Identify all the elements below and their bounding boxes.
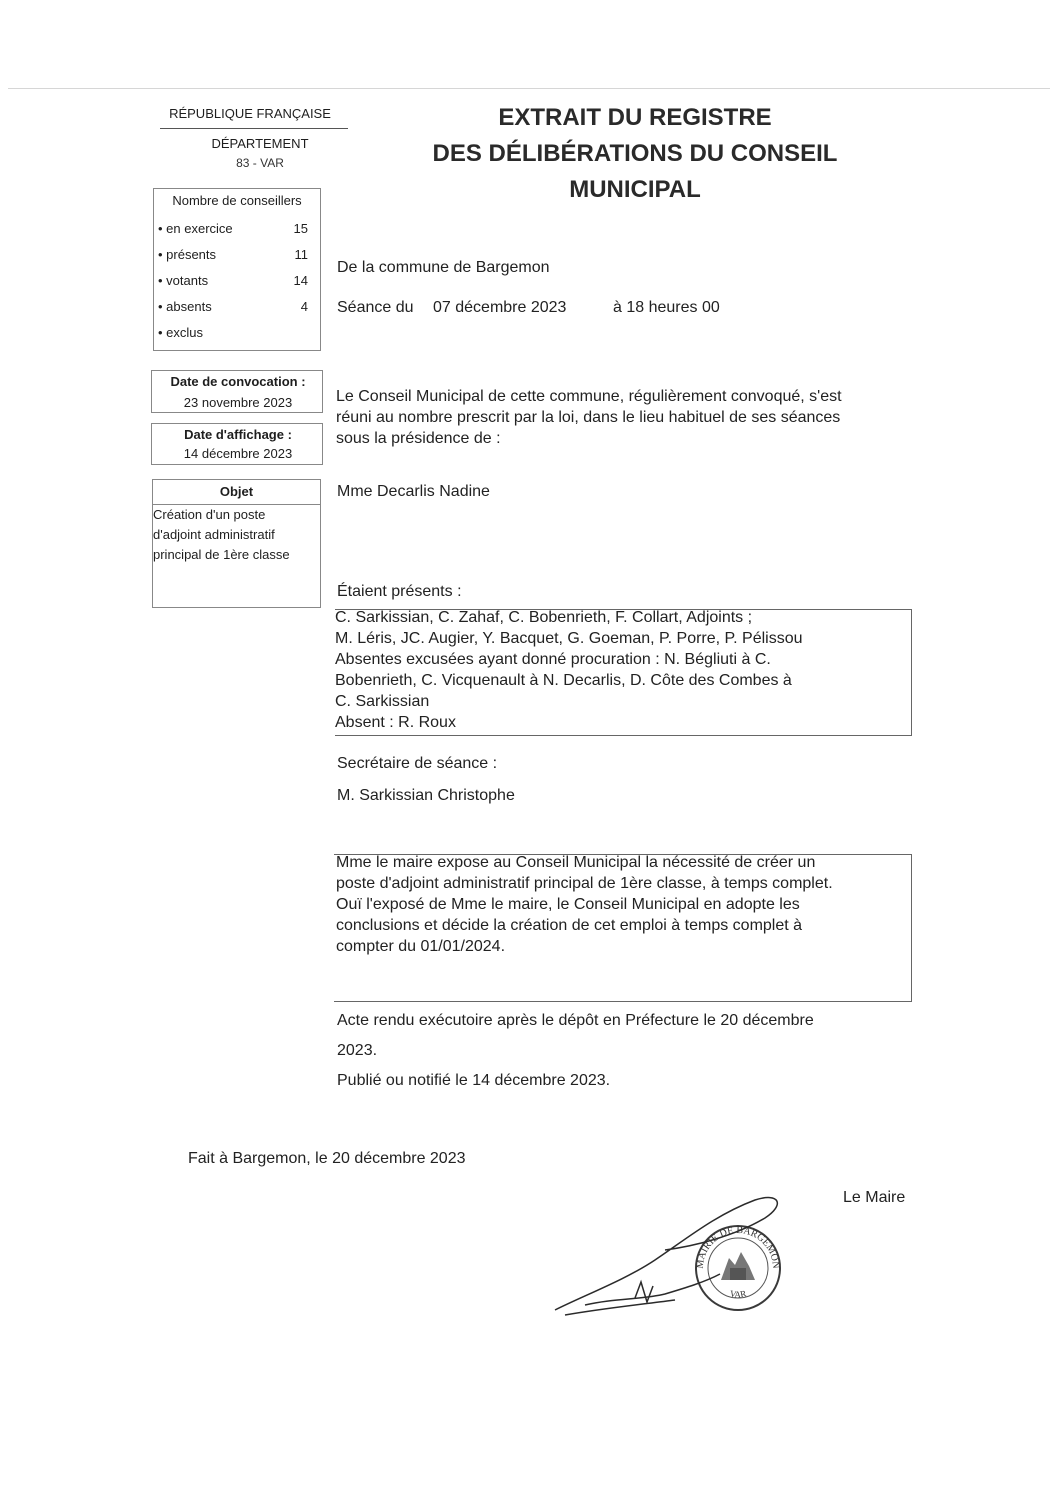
row-label: • en exercice xyxy=(158,221,233,236)
presents-line: C. Sarkissian xyxy=(335,693,430,710)
signataire-label: Le Maire xyxy=(843,1189,906,1206)
row-value: 11 xyxy=(294,247,308,262)
row-label: • votants xyxy=(158,273,209,288)
presents-line: Absentes excusées ayant donné procuration : N. Bégliuti à C. xyxy=(335,651,771,668)
republique-underline xyxy=(160,128,348,129)
objet-line: d'adjoint administratif xyxy=(153,527,275,542)
title-line: MUNICIPAL xyxy=(569,176,701,203)
expose-line: compter du 01/01/2024. xyxy=(336,938,506,955)
title-line: DES DÉLIBÉRATIONS DU CONSEIL xyxy=(432,140,838,167)
seal-top-text: MAIRIE DE BARGEMON xyxy=(694,1224,782,1270)
presents-list xyxy=(335,607,905,733)
expose-line: Mme le maire expose au Conseil Municipal la nécessité de créer un xyxy=(336,854,816,871)
official-seal-icon xyxy=(695,1225,781,1310)
executoire-line: Acte rendu exécutoire après le dépôt en Préfecture le 20 décembre xyxy=(337,1012,814,1029)
presents-line: M. Léris, JC. Augier, Y. Bacquet, G. Goeman, P. Porre, P. Pélissou xyxy=(335,630,803,647)
signature-and-seal xyxy=(545,1170,785,1330)
expose-line: Ouï l'exposé de Mme le maire, le Conseil Municipal en adopte les xyxy=(336,896,800,913)
publie-line: Publié ou notifié le 14 décembre 2023. xyxy=(337,1072,611,1089)
seance-time: à 18 heures 00 xyxy=(613,299,720,316)
executoire-year: 2023. xyxy=(337,1042,378,1059)
row-label: • absents xyxy=(158,299,212,314)
objet-line: Création d'un poste xyxy=(153,507,266,522)
convocation-date: 23 novembre 2023 xyxy=(183,395,293,410)
departement-label: DÉPARTEMENT xyxy=(211,136,309,151)
fait-line: Fait à Bargemon, le 20 décembre 2023 xyxy=(188,1150,466,1167)
objet-line: principal de 1ère classe xyxy=(153,547,290,562)
secretaire-name: M. Sarkissian Christophe xyxy=(337,787,515,804)
seance-date: 07 décembre 2023 xyxy=(433,299,567,316)
seance-label: Séance du xyxy=(337,299,414,316)
convocation-label: Date de convocation : xyxy=(170,374,306,389)
intro-line: réuni au nombre prescrit par la loi, dans le lieu habituel de ses séances xyxy=(336,409,841,426)
presents-line: C. Sarkissian, C. Zahaf, C. Bobenrieth, F. Collart, Adjoints ; xyxy=(335,609,753,626)
president-name: Mme Decarlis Nadine xyxy=(337,483,490,500)
row-label: • exclus xyxy=(158,325,204,340)
affichage-label: Date d'affichage : xyxy=(184,427,292,442)
republique-label: RÉPUBLIQUE FRANÇAISE xyxy=(169,106,331,121)
document-title xyxy=(380,100,890,208)
presents-line: Bobenrieth, C. Vicquenault à N. Decarlis, D. Côte des Combes à xyxy=(335,672,792,689)
objet-text xyxy=(153,505,319,565)
convocation-box xyxy=(151,370,323,413)
conseillers-title: Nombre de conseillers xyxy=(172,193,302,208)
departement-value: 83 - VAR xyxy=(236,156,284,170)
secretaire-label: Secrétaire de séance : xyxy=(337,755,498,772)
row-value: 4 xyxy=(300,299,308,314)
intro-line: sous la présidence de : xyxy=(336,430,501,447)
row-value: 14 xyxy=(293,273,308,288)
affichage-box xyxy=(151,423,323,465)
intro-paragraph xyxy=(336,386,896,449)
intro-line: Le Conseil Municipal de cette commune, régulièrement convoqué, s'est xyxy=(336,388,842,405)
expose-line: conclusions et décide la création de cet emploi à temps complet à xyxy=(336,917,803,934)
title-line: EXTRAIT DU REGISTRE xyxy=(498,104,772,131)
expose-line: poste d'adjoint administratif principal de 1ère classe, à temps complet. xyxy=(336,875,833,892)
scan-edge-line xyxy=(8,88,1050,89)
seal-bottom-text: VAR xyxy=(728,1288,748,1300)
row-value: 15 xyxy=(293,221,308,236)
row-label: • présents xyxy=(158,247,217,262)
affichage-date: 14 décembre 2023 xyxy=(183,446,293,461)
presents-line: Absent : R. Roux xyxy=(335,714,456,731)
commune-line: De la commune de Bargemon xyxy=(337,259,550,276)
svg-text:VAR xyxy=(729,1288,747,1299)
presents-label: Étaient présents : xyxy=(337,583,462,600)
expose-paragraph xyxy=(336,852,906,957)
objet-label: Objet xyxy=(219,484,254,499)
